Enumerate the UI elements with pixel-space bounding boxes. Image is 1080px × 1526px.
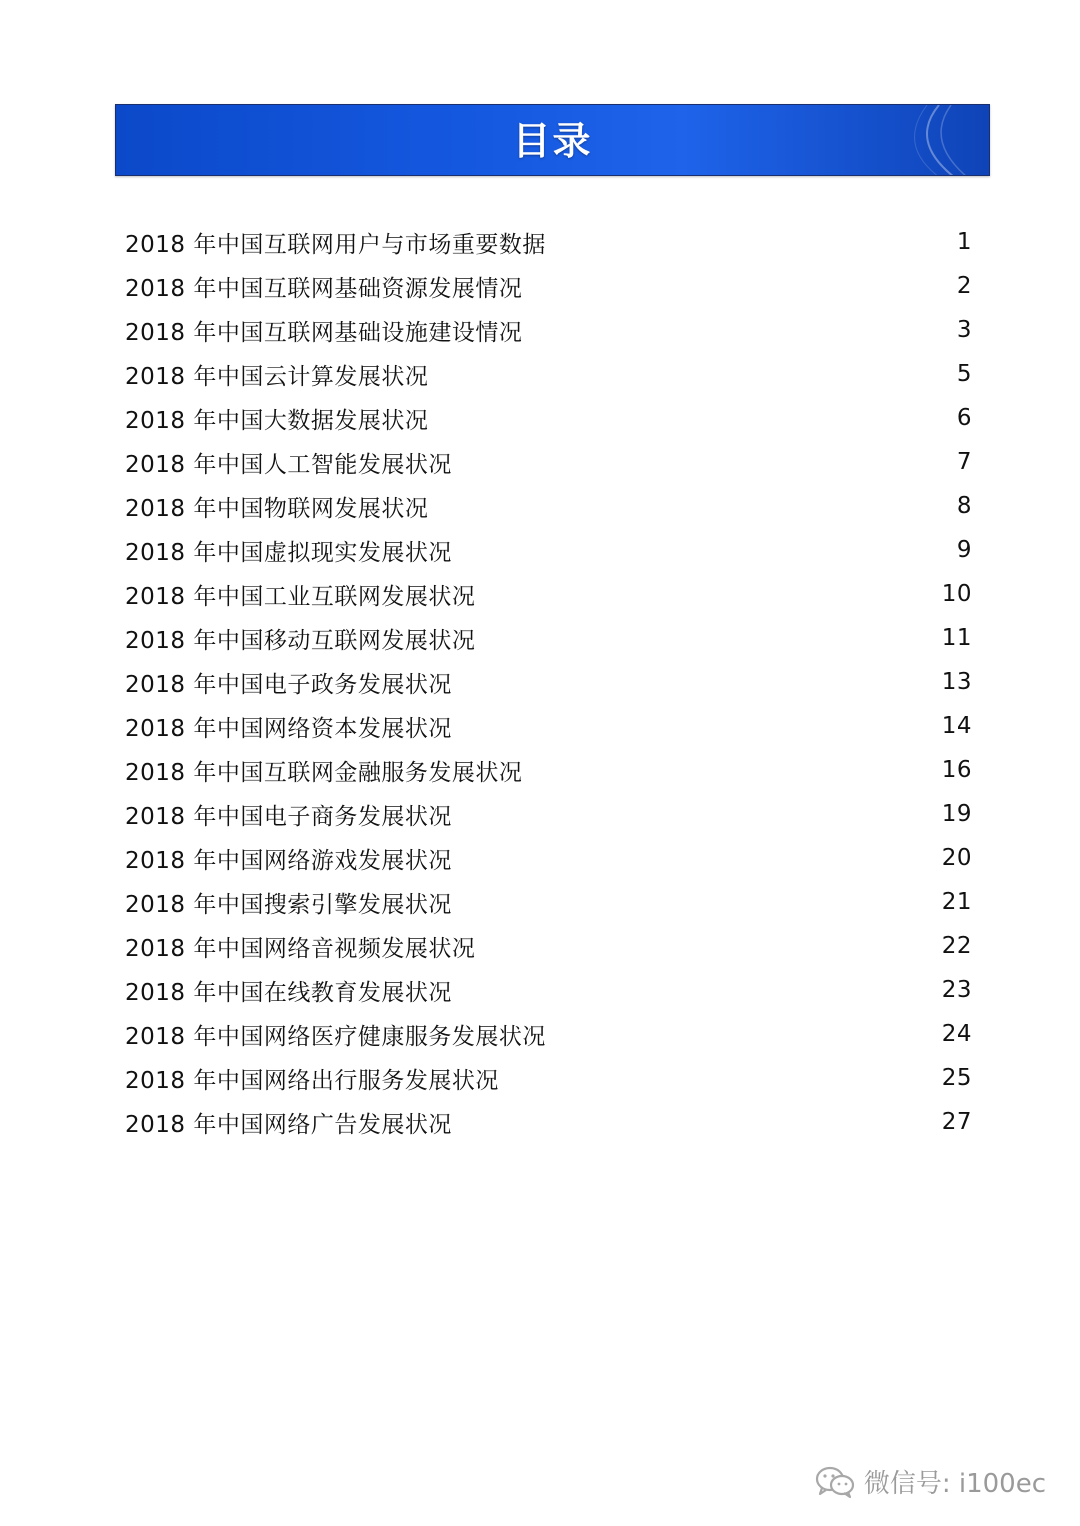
toc-entry-title: 2018 年中国电子政务发展状况 xyxy=(125,671,452,698)
toc-entry-title: 2018 年中国云计算发展状况 xyxy=(125,363,429,390)
toc-entry[interactable] xyxy=(125,440,972,484)
toc-entry-page: 14 xyxy=(941,713,972,739)
toc-entry-title: 2018 年中国电子商务发展状况 xyxy=(125,803,452,830)
toc-entry[interactable] xyxy=(125,660,972,704)
toc-entry[interactable] xyxy=(125,616,972,660)
toc-entry[interactable] xyxy=(125,748,972,792)
toc-entry-page: 24 xyxy=(941,1021,972,1047)
toc-entry[interactable] xyxy=(125,880,972,924)
toc-entry-page: 8 xyxy=(956,493,972,519)
toc-entry[interactable] xyxy=(125,528,972,572)
toc-entry-page: 2 xyxy=(956,273,972,299)
toc-entry[interactable] xyxy=(125,1100,972,1144)
toc-entry-title: 2018 年中国工业互联网发展状况 xyxy=(125,583,476,610)
toc-entry[interactable] xyxy=(125,836,972,880)
toc-entry[interactable] xyxy=(125,924,972,968)
toc-entry-page: 6 xyxy=(956,405,972,431)
wechat-watermark xyxy=(814,1463,1046,1500)
toc-entry-title: 2018 年中国互联网用户与市场重要数据 xyxy=(125,231,546,258)
table-of-contents xyxy=(125,220,972,1144)
watermark-text: 微信号: i100ec xyxy=(863,1469,1046,1499)
toc-entry[interactable] xyxy=(125,968,972,1012)
toc-entry-page: 13 xyxy=(941,669,972,695)
toc-entry-title: 2018 年中国网络医疗健康服务发展状况 xyxy=(125,1023,546,1050)
toc-entry-page: 25 xyxy=(941,1065,972,1091)
toc-entry[interactable] xyxy=(125,220,972,264)
toc-entry-title: 2018 年中国网络广告发展状况 xyxy=(125,1111,452,1138)
toc-entry-page: 27 xyxy=(941,1109,972,1135)
toc-entry-page: 5 xyxy=(956,361,972,387)
toc-entry[interactable] xyxy=(125,352,972,396)
toc-entry-page: 19 xyxy=(941,801,972,827)
toc-entry[interactable] xyxy=(125,308,972,352)
toc-entry-page: 20 xyxy=(941,845,972,871)
toc-entry[interactable] xyxy=(125,1056,972,1100)
toc-entry-title: 2018 年中国大数据发展状况 xyxy=(125,407,429,434)
toc-entry-page: 7 xyxy=(956,449,972,475)
toc-entry-title: 2018 年中国人工智能发展状况 xyxy=(125,451,452,478)
toc-entry-title: 2018 年中国互联网基础设施建设情况 xyxy=(125,319,523,346)
toc-entry-page: 22 xyxy=(941,933,972,959)
toc-entry-page: 11 xyxy=(941,625,972,651)
toc-entry[interactable] xyxy=(125,396,972,440)
toc-entry-title: 2018 年中国网络音视频发展状况 xyxy=(125,935,476,962)
toc-entry[interactable] xyxy=(125,704,972,748)
toc-entry-page: 16 xyxy=(941,757,972,783)
toc-entry-title: 2018 年中国虚拟现实发展状况 xyxy=(125,539,452,566)
toc-banner xyxy=(115,104,990,176)
page-title: 目录 xyxy=(512,119,593,163)
toc-entry[interactable] xyxy=(125,1012,972,1056)
toc-entry-title: 2018 年中国物联网发展状况 xyxy=(125,495,429,522)
toc-entry-title: 2018 年中国在线教育发展状况 xyxy=(125,979,452,1006)
toc-entry-page: 3 xyxy=(956,317,972,343)
toc-entry-title: 2018 年中国网络游戏发展状况 xyxy=(125,847,452,874)
toc-entry-title: 2018 年中国互联网基础资源发展情况 xyxy=(125,275,523,302)
toc-entry[interactable] xyxy=(125,792,972,836)
toc-entry-title: 2018 年中国移动互联网发展状况 xyxy=(125,627,476,654)
toc-entry[interactable] xyxy=(125,264,972,308)
toc-entry-page: 10 xyxy=(941,581,972,607)
toc-entry[interactable] xyxy=(125,484,972,528)
toc-entry-title: 2018 年中国网络出行服务发展状况 xyxy=(125,1067,499,1094)
toc-entry-title: 2018 年中国网络资本发展状况 xyxy=(125,715,452,742)
toc-entry-page: 21 xyxy=(941,889,972,915)
toc-entry-page: 23 xyxy=(941,977,972,1003)
toc-entry[interactable] xyxy=(125,572,972,616)
toc-entry-page: 1 xyxy=(956,229,972,255)
wechat-icon xyxy=(814,1464,856,1500)
toc-entry-title: 2018 年中国搜索引擎发展状况 xyxy=(125,891,452,918)
toc-entry-title: 2018 年中国互联网金融服务发展状况 xyxy=(125,759,523,786)
toc-entry-page: 9 xyxy=(956,537,972,563)
